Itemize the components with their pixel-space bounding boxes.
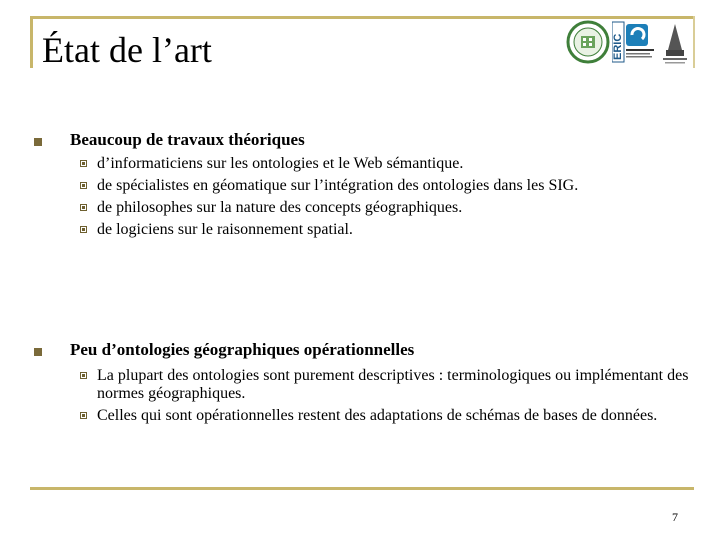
title-frame-left bbox=[30, 16, 33, 68]
list-item-text: de spécialistes en géomatique sur l’intégration des ontologies dans les SIG. bbox=[97, 177, 579, 194]
svg-text:ERIC: ERIC bbox=[612, 33, 624, 60]
title-frame-right bbox=[693, 16, 695, 68]
green-seal-logo bbox=[566, 20, 610, 64]
section-heading: Beaucoup de travaux théoriques bbox=[70, 130, 305, 149]
checkbox-bullet-icon bbox=[80, 204, 87, 211]
eric-lab-logo bbox=[612, 20, 658, 66]
list-item-text: d’informaticiens sur les ontologies et le Web sémantique. bbox=[97, 155, 464, 172]
section-bullet bbox=[34, 348, 42, 356]
checkbox-bullet-icon bbox=[80, 182, 87, 189]
list-item-text: Celles qui sont opérationnelles restent des adaptations de schémas de bases de données. bbox=[97, 407, 658, 424]
list-item-text: La plupart des ontologies sont purement descriptives : terminologiques ou implémentant des normes géographiques. bbox=[97, 367, 689, 402]
university-building-logo bbox=[660, 20, 690, 66]
checkbox-bullet-icon bbox=[80, 160, 87, 167]
list-item bbox=[80, 367, 695, 403]
footer-rule bbox=[30, 487, 694, 490]
slide-title: État de l’art bbox=[42, 30, 212, 70]
checkbox-bullet-icon bbox=[80, 226, 87, 233]
section-bullet bbox=[34, 138, 42, 146]
logo-group bbox=[560, 18, 690, 68]
section-heading: Peu d’ontologies géographiques opérationnelles bbox=[70, 340, 415, 359]
checkbox-bullet-icon bbox=[80, 412, 87, 419]
section-list bbox=[80, 155, 695, 243]
checkbox-bullet-icon bbox=[80, 372, 87, 379]
list-item-text: de logiciens sur le raisonnement spatial. bbox=[97, 221, 353, 238]
list-item-text: de philosophes sur la nature des concepts géographiques. bbox=[97, 199, 463, 216]
list-item bbox=[80, 155, 695, 173]
list-item bbox=[80, 407, 695, 425]
page-number: 7 bbox=[672, 510, 678, 524]
list-item bbox=[80, 199, 695, 217]
list-item bbox=[80, 177, 695, 195]
list-item bbox=[80, 221, 695, 239]
section-list bbox=[80, 367, 695, 429]
